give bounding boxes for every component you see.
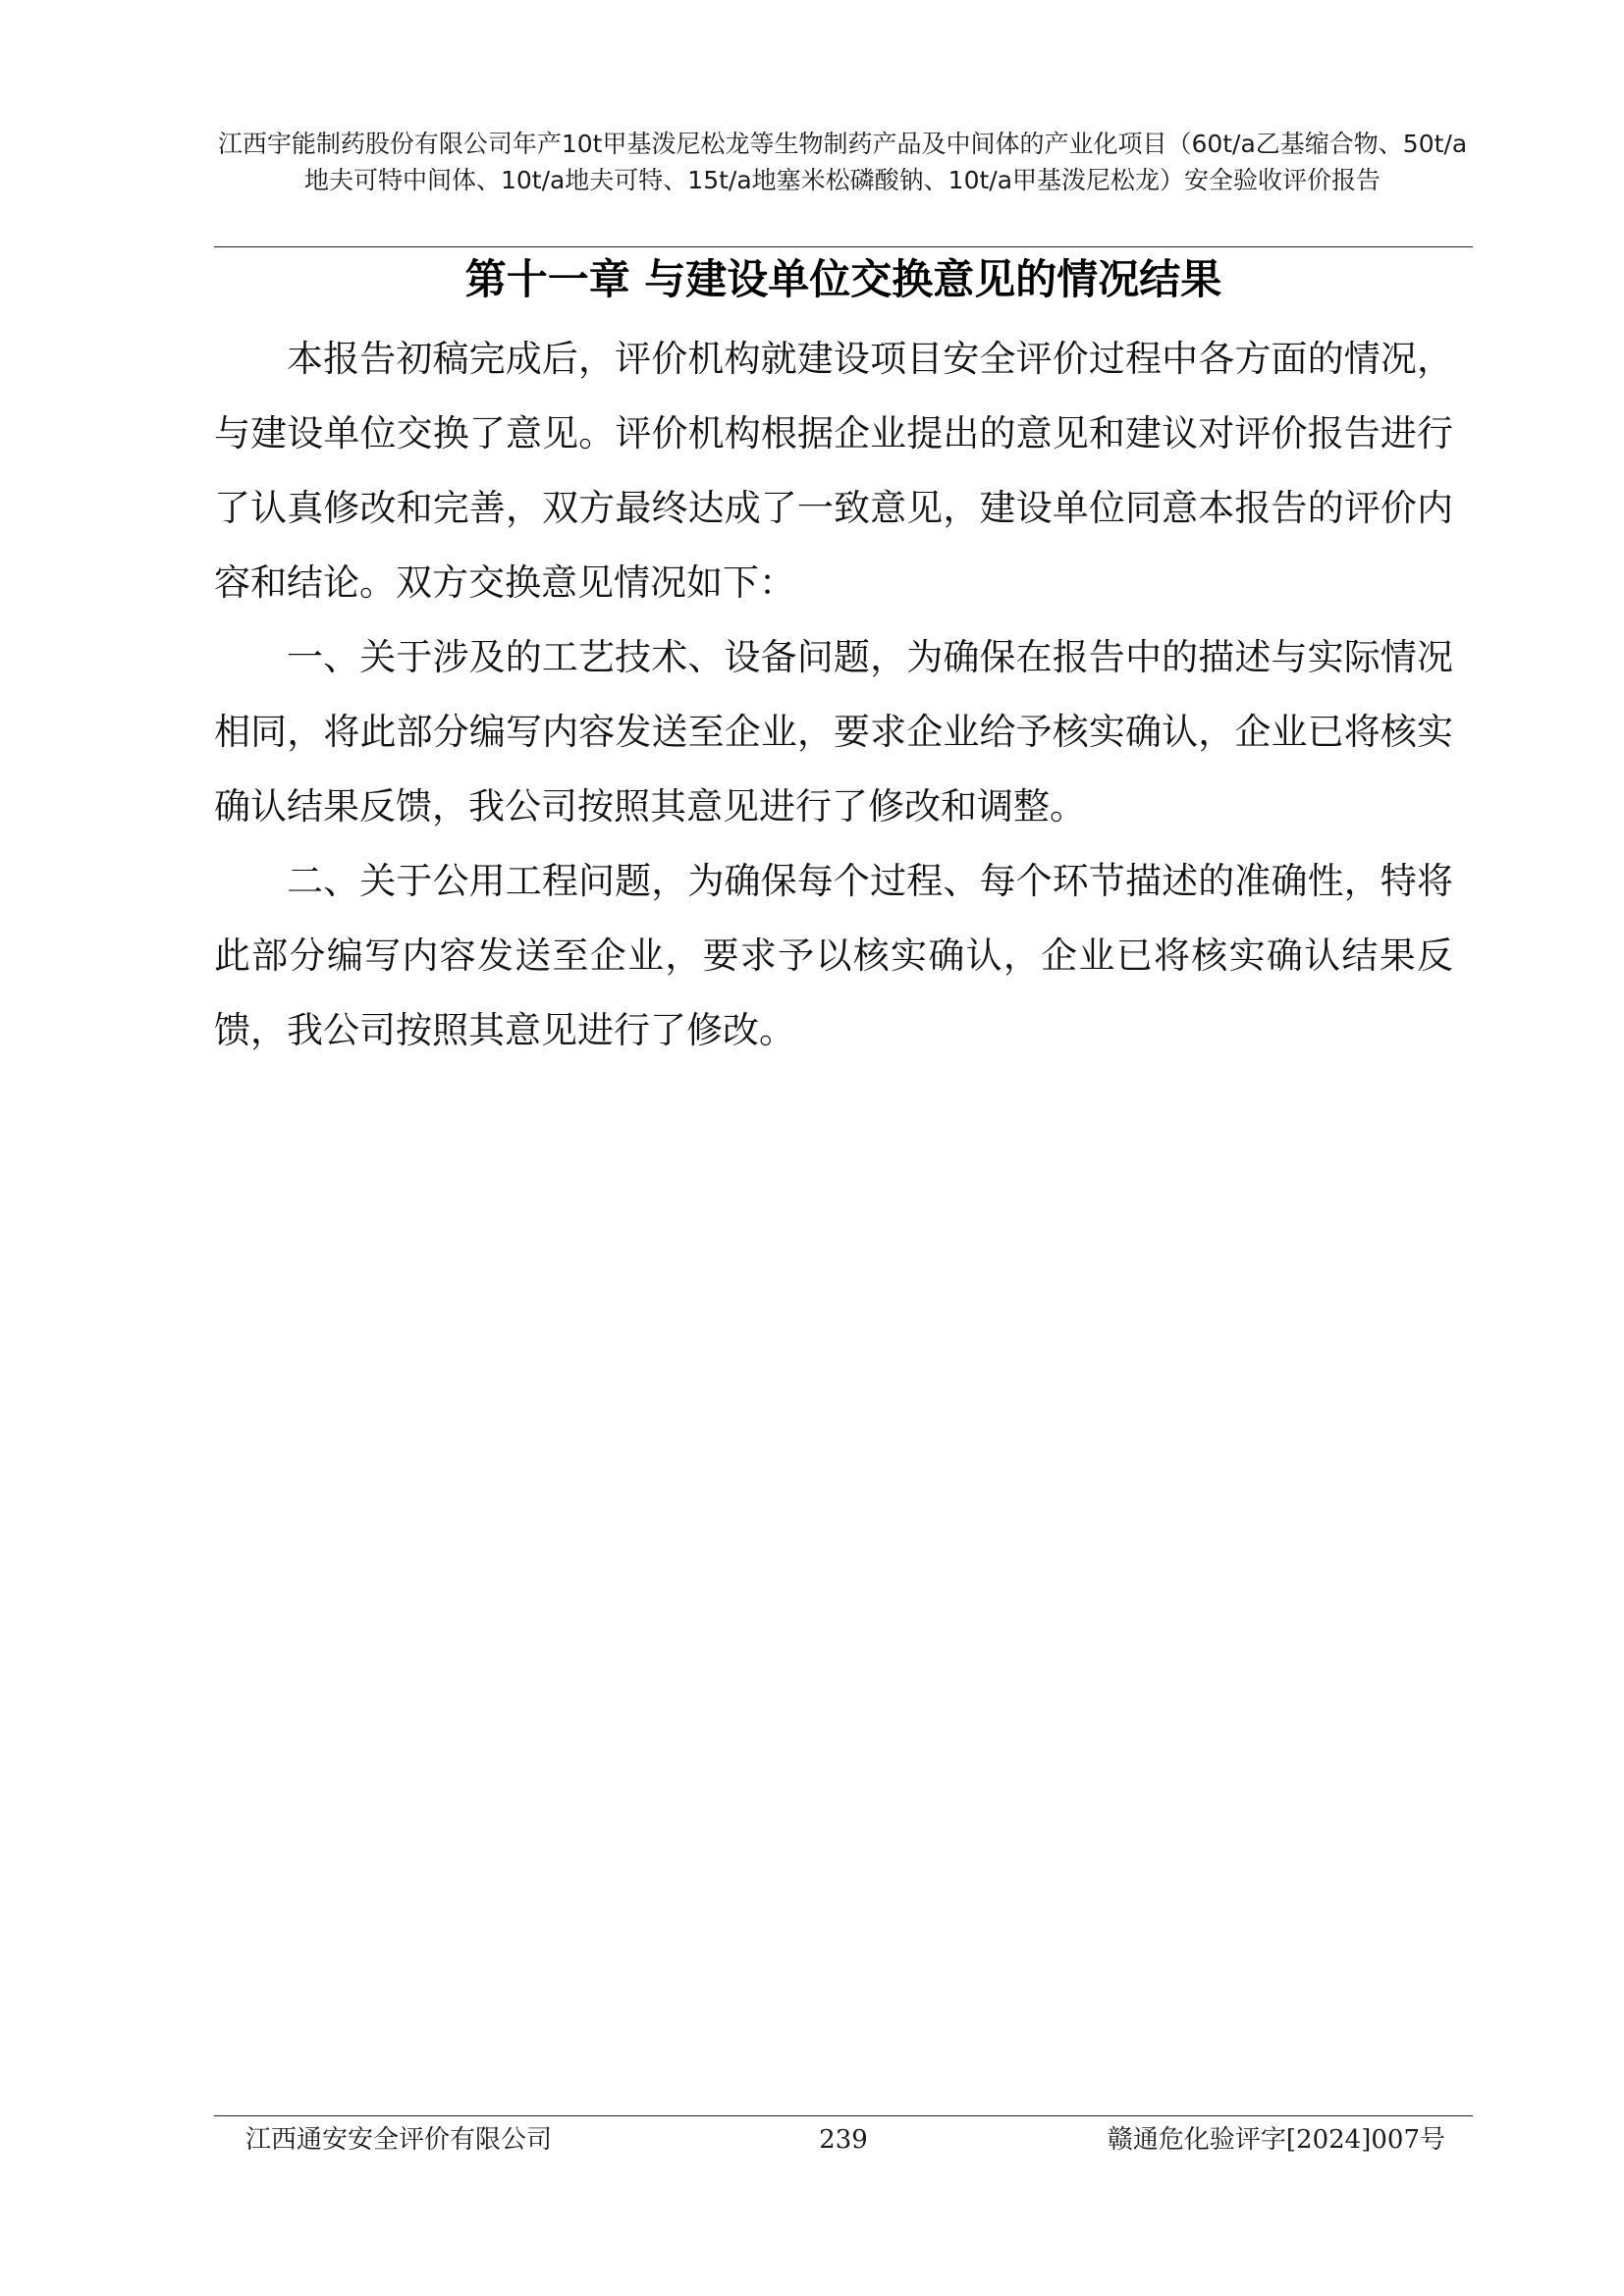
chapter-title: 第十一章 与建设单位交换意见的情况结果 [464, 255, 1222, 303]
body-text [214, 322, 1453, 1068]
running-header: 江西宇能制药股份有限公司年产10t甲基泼尼松龙等生物制药产品及中间体的产业化项目（60t/a乙基缩合物、50t/a地夫可特中间体、10t/a地夫可特、15t/a地塞米松磷酸钠、10t/a甲基泼尼松龙）安全验收评价报告 [217, 130, 1468, 194]
footer-document-code: 赣通危化验评字[2024]007号 [1107, 2125, 1445, 2155]
paragraph-intro: 本报告初稿完成后，评价机构就建设项目安全评价过程中各方面的情况，与建设单位交换了意见。评价机构根据企业提出的意见和建议对评价报告进行了认真修改和完善，双方最终达成了一致意见，建设单位同意本报告的评价内容和结论。双方交换意见情况如下： [214, 338, 1453, 604]
page-number: 239 [819, 2125, 868, 2155]
paragraph-utilities: 二、关于公用工程问题，为确保每个过程、每个环节描述的准确性，特将此部分编写内容发送至企业，要求予以核实确认，企业已将核实确认结果反馈，我公司按照其意见进行了修改。 [214, 860, 1453, 1051]
paragraph-process-equipment: 一、关于涉及的工艺技术、设备问题，为确保在报告中的描述与实际情况相同，将此部分编写内容发送至企业，要求企业给予核实确认，企业已将核实确认结果反馈，我公司按照其意见进行了修改和调整。 [214, 636, 1453, 828]
page-footer [214, 2120, 1473, 2160]
footer-divider [214, 2115, 1473, 2116]
footer-company: 江西通安安全评价有限公司 [245, 2125, 553, 2155]
